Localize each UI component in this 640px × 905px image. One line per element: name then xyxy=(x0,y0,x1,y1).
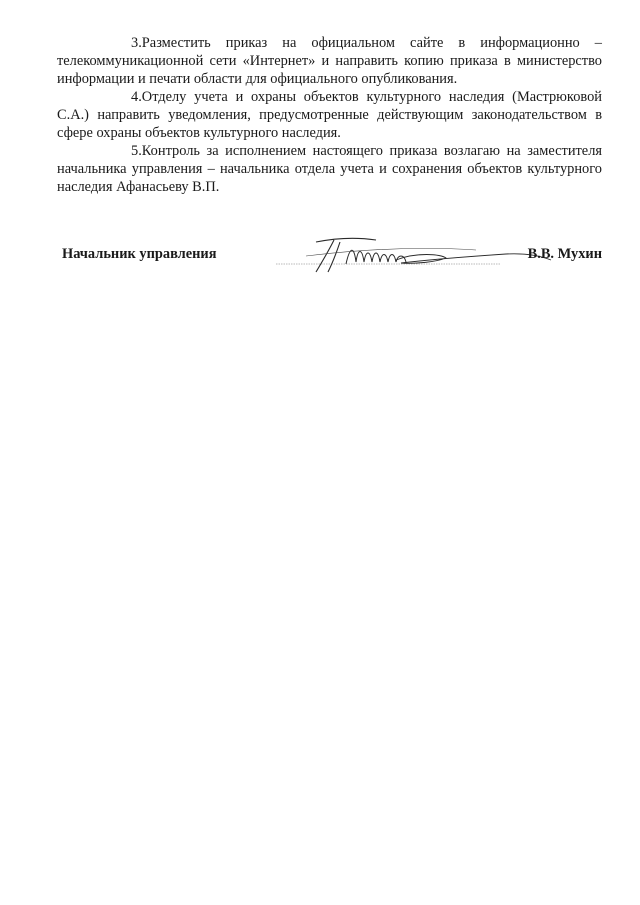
item-text: Отделу учета и охраны объектов культурного наследия (Мастрюковой С.А.) направить уведомления, предусмотренные действующим законодательством в сфере охраны объектов культурного наследия. xyxy=(57,89,602,141)
signature-block xyxy=(62,226,602,276)
item-number: 3. xyxy=(131,35,142,51)
handwritten-signature-icon xyxy=(276,234,556,274)
order-item xyxy=(57,34,602,88)
signatory-position: Начальник управления xyxy=(62,246,217,262)
item-text: Контроль за исполнением настоящего приказа возлагаю на заместителя начальника управления – начальника отдела учета и сохранения объектов культурного наследия Афанасьеву В.П. xyxy=(57,143,602,195)
order-items xyxy=(57,34,602,196)
item-number: 5. xyxy=(131,143,142,159)
order-item xyxy=(57,88,602,142)
order-item xyxy=(57,142,602,196)
item-text: Разместить приказ на официальном сайте в информационно – телекоммуникационной сети «Интернет» и направить копию приказа в министерство информации и печати области для официального опубликования. xyxy=(57,35,602,87)
item-number: 4. xyxy=(131,89,142,105)
signatory-name: В.В. Мухин xyxy=(527,246,602,262)
